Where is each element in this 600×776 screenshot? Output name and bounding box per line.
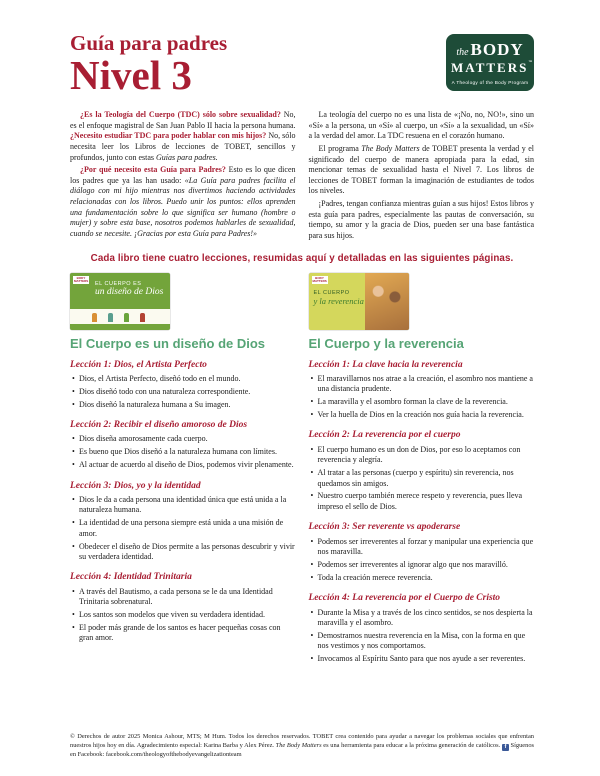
question-text: ¿Por qué necesito esta Guía para Padres? bbox=[80, 165, 226, 175]
cover-photo bbox=[365, 273, 409, 330]
bullet-text: Es bueno que Dios diseñó a la naturaleza humana con límites. bbox=[79, 447, 277, 457]
facebook-link[interactable]: Síguenos en Facebook: facebook.com/theologyofthebodyevangelizationteam bbox=[70, 742, 534, 759]
lesson-heading bbox=[309, 593, 535, 604]
lesson-bullet bbox=[309, 491, 535, 512]
lesson-heading bbox=[309, 430, 535, 441]
bullet-text: La identidad de una persona siempre está unida a una misión de amor. bbox=[79, 518, 284, 538]
bullet-text: Al tratar a las personas (cuerpo y espíritu) sin reverencia, nos quedamos sin amigos. bbox=[317, 468, 514, 488]
lesson bbox=[70, 481, 296, 563]
logo-row bbox=[451, 59, 533, 77]
page-footer bbox=[70, 733, 534, 760]
lesson-label: Lección 3: bbox=[70, 480, 112, 491]
bullet-text: Ver la huella de Dios en la creación nos guía hacia la reverencia. bbox=[317, 410, 524, 420]
lesson-bullet bbox=[309, 445, 535, 466]
body-text: de TOBET presenta la verdad y el significado del cuerpo de manera apropiada para la edad, sin mencionar temas de sexualidad hasta el Nivel 7. Los libros de lecciones de TOBET forman la imaginación de estudiantes de todos los niveles. bbox=[308, 143, 535, 196]
lesson-bullet bbox=[70, 447, 296, 457]
body-text: La teología del cuerpo no es una lista de «¡No, no, NO!», sino un «Sí» a la persona, un «Sí» al cuerpo, un «Sí» a la sexualidad, un «Sí» a la verdad del amor. La TDC resuena en el corazón humano. bbox=[308, 110, 534, 141]
body-text: No, sólo necesita leer los Libros de lecciones de TOBET, sencillos y profundos, junto con estas bbox=[70, 131, 296, 162]
figure-silhouette bbox=[92, 313, 97, 322]
bullet-text: Invocamos al Espíritu Santo para que nos ayude a ser reverentes. bbox=[317, 654, 526, 664]
bullet-text: Obedecer el diseño de Dios permite a las personas descubrir y vivir su verdadera identidad. bbox=[79, 541, 295, 561]
lesson-bullet bbox=[70, 518, 296, 539]
program-name-italic: The Body Matters bbox=[361, 143, 420, 153]
cover-title: un diseño de Dios bbox=[95, 286, 164, 297]
bullet-text: Demostramos nuestra reverencia en la Misa, con la forma en que nos vestimos y nos comportamos. bbox=[317, 630, 526, 651]
bullet-text: Toda la creación merece reverencia. bbox=[317, 572, 433, 582]
lesson-title: Identidad Trinitaria bbox=[113, 572, 192, 583]
lesson-label: Lección 4: bbox=[70, 572, 112, 583]
lesson-bullet bbox=[309, 560, 535, 570]
page-header bbox=[70, 32, 534, 97]
lesson bbox=[309, 360, 535, 421]
bullet-text: Dios diseña amorosamente cada cuerpo. bbox=[79, 434, 208, 444]
copyright-text: © Derechos de autor 2025 Monica Ashour, MTS; M Hum. Todos los derechos reservados. TOBET crea contenido para ayudar a navegar los problemas sociales que enfrentan nuestros hijos hoy en día. Agradecimiento especial: Karina Barba y Alex Pérez. bbox=[70, 733, 534, 750]
figure-silhouette bbox=[124, 313, 129, 322]
figure-silhouette bbox=[140, 313, 145, 322]
bullet-text: Al actuar de acuerdo al diseño de Dios, podemos vivir plenamente. bbox=[79, 460, 294, 470]
bullet-text: Podemos ser irreverentes al forzar y manipular una experiencia que nos maravilla. bbox=[317, 536, 534, 556]
bullet-text: El cuerpo humano es un don de Dios, por eso lo aceptamos con reverencia y alegría. bbox=[317, 444, 521, 465]
trademark-symbol: ™ bbox=[528, 59, 533, 64]
title-block bbox=[70, 32, 227, 97]
cover-title-small: EL CUERPO bbox=[313, 289, 350, 296]
lesson-bullet bbox=[309, 654, 535, 664]
lessons-banner: Cada libro tiene cuatro lecciones, resumidas aquí y detalladas en las siguientes páginas. bbox=[90, 252, 514, 264]
bullet-text: La maravilla y el asombro forman la clave de la reverencia. bbox=[317, 397, 508, 407]
intro-left-column bbox=[70, 110, 296, 242]
body-text-italic: Guías para padres. bbox=[156, 152, 218, 162]
lesson-bullet bbox=[70, 387, 296, 397]
bullet-text: Dios, el Artista Perfecto, diseñó todo en el mundo. bbox=[79, 373, 241, 383]
lesson bbox=[309, 430, 535, 512]
lesson-label: Lección 4: bbox=[308, 593, 350, 604]
cover-illustration bbox=[70, 309, 170, 324]
lesson-label: Lección 2: bbox=[70, 420, 112, 431]
lesson-bullet bbox=[70, 587, 296, 608]
cover-title: y la reverencia bbox=[313, 295, 364, 306]
column-heading: El Cuerpo y la reverencia bbox=[308, 335, 464, 351]
parent-quote: «La Guía para padres facilita el diálogo con mi hijo mientras nos divertimos haciendo actividades relacionadas con los libros. Puedo unir los puntos: ellos aprenden una fundamentación sobre lo que significa ser humano (hombre o mujer) y sobre esta base, nosotros podemos hablarles de sexualidad, cuando se necesite. ¡Gracias por esta Guía para Padres!» bbox=[70, 175, 296, 238]
lesson-heading bbox=[70, 360, 296, 371]
lesson-bullet bbox=[309, 608, 535, 629]
book-cover-la-reverencia bbox=[309, 273, 409, 330]
logo-row bbox=[451, 41, 529, 58]
bullet-text: Nuestro cuerpo también merece respeto y reverencia, pues lleva impreso el sello de Dios. bbox=[317, 491, 523, 511]
question-text: ¿Es la Teología del Cuerpo (TDC) sólo sobre sexualidad? bbox=[80, 110, 281, 120]
bullet-text: Dios diseñó todo con una naturaleza correspondiente. bbox=[79, 386, 251, 396]
column-diseno-de-dios bbox=[70, 273, 296, 733]
lesson-bullet bbox=[70, 623, 296, 644]
lesson-bullet bbox=[70, 542, 296, 563]
lesson-title: Dios, yo y la identidad bbox=[113, 480, 201, 491]
lesson-bullet bbox=[309, 374, 535, 395]
guide-title: Guía para padres bbox=[70, 31, 228, 55]
paragraph bbox=[70, 165, 296, 239]
lesson-heading bbox=[309, 360, 535, 371]
question-text: ¿Necesito estudiar TDC para poder hablar con mis hijos? bbox=[70, 131, 267, 141]
lesson-bullet bbox=[70, 374, 296, 384]
intro-right-column bbox=[309, 110, 535, 242]
cover-brand-mark: BODY MATTERS bbox=[312, 275, 327, 284]
bullet-text: Dios le da a cada persona una identidad única que está unida a la naturaleza humana. bbox=[79, 495, 287, 515]
book-cover-un-diseno-de-dios bbox=[70, 273, 170, 330]
paragraph bbox=[309, 144, 535, 197]
paragraph bbox=[309, 199, 535, 242]
lesson bbox=[70, 572, 296, 643]
facebook-icon: f bbox=[502, 744, 509, 751]
paragraph bbox=[309, 110, 535, 142]
lesson bbox=[70, 360, 296, 411]
lessons-section bbox=[70, 273, 534, 733]
body-text: Esto es lo que dicen los padres que ya las han usado: bbox=[70, 165, 296, 185]
lesson-label: Lección 1: bbox=[308, 359, 350, 370]
cover-title-small: EL CUERPO ES bbox=[95, 280, 142, 287]
lesson-heading bbox=[70, 481, 296, 492]
logo-tagline: A Theology of the Body Program bbox=[451, 80, 529, 85]
lesson-label: Lección 3: bbox=[308, 522, 350, 533]
logo-word-the: the bbox=[456, 47, 469, 58]
lesson-title: La reverencia por el cuerpo bbox=[352, 430, 461, 441]
lesson-heading bbox=[309, 522, 535, 533]
column-reverencia bbox=[309, 273, 535, 733]
lesson-title: Ser reverente vs apoderarse bbox=[352, 522, 461, 533]
lesson-bullet bbox=[309, 397, 535, 407]
lesson-title: La clave hacia la reverencia bbox=[352, 359, 463, 370]
lesson-label: Lección 2: bbox=[308, 430, 350, 441]
lesson-heading bbox=[70, 420, 296, 431]
body-matters-logo bbox=[446, 34, 534, 91]
lesson-bullet bbox=[70, 610, 296, 620]
cover-brand-mark: BODY MATTERS bbox=[74, 275, 89, 284]
paragraph bbox=[70, 110, 296, 163]
lesson-bullet bbox=[309, 410, 535, 420]
lesson bbox=[70, 420, 296, 471]
figure-silhouette bbox=[108, 313, 113, 322]
bullet-text: Durante la Misa y a través de los cinco sentidos, se nos despierta la maravilla y el asombro. bbox=[317, 607, 533, 627]
lesson-heading bbox=[70, 572, 296, 583]
body-text: El programa bbox=[318, 143, 362, 153]
intro-section bbox=[70, 110, 534, 242]
lesson-bullet bbox=[70, 434, 296, 444]
lesson bbox=[309, 522, 535, 583]
program-name-italic: The Body Matters bbox=[275, 742, 322, 750]
lesson-title: Recibir el diseño amoroso de Dios bbox=[113, 420, 248, 431]
lesson-bullet bbox=[70, 400, 296, 410]
body-text: No, es el enfoque magistral de San Juan Pablo II hacia la persona humana. bbox=[70, 110, 296, 130]
level-title: Nivel 3 bbox=[70, 52, 192, 99]
lesson-bullet bbox=[70, 460, 296, 470]
lesson-bullet bbox=[309, 631, 535, 652]
lesson-bullet bbox=[309, 537, 535, 558]
footer-text: es una herramienta para educar a la próxima generación de católicos. bbox=[321, 742, 502, 750]
lesson-bullet bbox=[309, 468, 535, 489]
lesson bbox=[309, 593, 535, 664]
bullet-text: Dios diseñó la naturaleza humana a Su imagen. bbox=[79, 399, 231, 409]
bullet-text: Podemos ser irreverentes al ignorar algo que nos maravilló. bbox=[317, 559, 508, 569]
bullet-text: Los santos son modelos que viven su verdadera identidad. bbox=[79, 610, 265, 620]
lesson-title: La reverencia por el Cuerpo de Cristo bbox=[352, 593, 501, 604]
logo-word-matters: MATTERS bbox=[451, 60, 529, 75]
lesson-title: Dios, el Artista Perfecto bbox=[113, 359, 207, 370]
lesson-label: Lección 1: bbox=[70, 359, 112, 370]
bullet-text: A través del Bautismo, a cada persona se le da una Identidad Trinitaria sobrenatural. bbox=[79, 586, 273, 607]
bullet-text: El poder más grande de los santos es hacer pequeñas cosas con gran amor. bbox=[79, 622, 281, 643]
bullet-text: El maravillarnos nos atrae a la creación, el asombro nos mantiene a una distancia prudente. bbox=[317, 373, 533, 394]
lesson-bullet bbox=[309, 573, 535, 583]
lesson-bullet bbox=[70, 495, 296, 516]
body-text: ¡Padres, tengan confianza mientras guían a sus hijos! Estos libros y esta guía para padres, especialmente las pautas de conversación, su tiempo, su amor y la gracia de Dios, pueden ser una base fantástica para sus hijos. bbox=[308, 199, 534, 240]
column-heading: El Cuerpo es un diseño de Dios bbox=[70, 335, 266, 351]
logo-word-body: BODY bbox=[470, 40, 524, 59]
